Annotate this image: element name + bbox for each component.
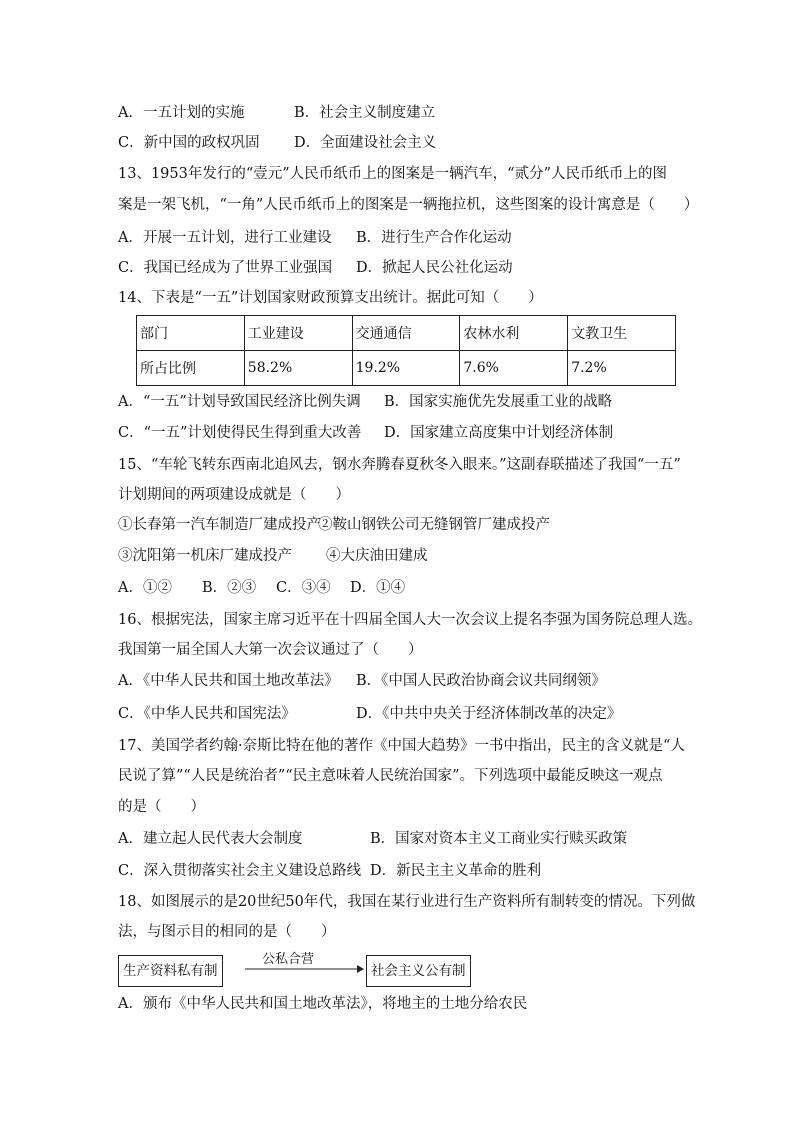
q17-option-b: B．国家对资本主义工商业实行赎买政策 [370,831,628,847]
table-header-cell: 农林水利 [460,316,568,351]
diagram-arrow-label: 公私合营 [262,952,315,967]
table-cell: 58.2% [244,351,352,386]
q13-stem-line2: 案是一架飞机，“一角”人民币纸币上的图案是一辆拖拉机，这些图案的设计寓意是（ ） [118,197,699,213]
q16-option-d: D．《中共中央关于经济体制改革的决定》 [356,706,622,722]
q16-stem-line1: 16、根据宪法，国家主席习近平在十四届全国人大一次会议上提名李强为国务院总理人选。 [118,612,702,628]
q15-stem-line1: 15、“车轮飞转东西南北追风去，钢水奔腾春夏秋冬入眼来。”这副春联描述了我国“一五” [118,457,681,473]
q12-option-d: D．全面建设社会主义 [294,135,437,151]
table-header-cell: 工业建设 [244,316,352,351]
q14-option-d: D．国家建立高度集中计划经济体制 [384,425,614,441]
table-cell: 所占比例 [137,351,245,386]
q17-stem-line1: 17、美国学者约翰·奈斯比特在他的著作《中国大趋势》一书中指出，民主的含义就是“人 [118,738,685,754]
arrow-right-icon [245,962,365,976]
q16-option-c: C．《中华人民共和国宪法》 [118,706,296,722]
q14-option-b: B．国家实施优先发展重工业的战略 [384,394,613,410]
table-cell: 7.6% [460,351,568,386]
q13-option-c: C．我国已经成为了世界工业强国 [118,260,333,276]
q15-item-2: ②鞍山钢铁公司无缝钢管厂建成投产 [318,517,550,533]
q17-option-c: C．深入贯彻落实社会主义建设总路线 [118,863,362,879]
q12-option-b: B．社会主义制度建立 [294,105,436,121]
q14-option-a: A．“一五”计划导致国民经济比例失调 [118,394,361,410]
table-header-cell: 部门 [137,316,245,351]
q15-item-3: ③沈阳第一机床厂建成投产 [118,548,292,564]
q17-option-d: D．新民主主义革命的胜利 [370,863,542,879]
q13-option-a: A．开展一五计划，进行工业建设 [118,230,332,246]
q18-stem-line2: 法，与图示目的相同的是（ ） [118,924,336,940]
q13-option-b: B．进行生产合作化运动 [356,230,512,246]
q13-stem-line1: 13、1953年发行的“壹元”人民币纸币上的图案是一辆汽车，“贰分”人民币纸币上的图 [118,166,668,182]
q18-option-a: A．颁布《中华人民共和国土地改革法》，将地主的土地分给农民 [118,996,528,1012]
q15-stem-line2: 计划期间的两项建设成就是（ ） [118,487,350,503]
table-row [137,351,676,386]
table-header-cell: 文教卫生 [568,316,676,351]
q12-option-c: C．新中国的政权巩固 [118,135,260,151]
q18-stem-line1: 18、如图展示的是20世纪50年代，我国在某行业进行生产资料所有制转变的情况。下列做 [118,894,696,910]
q17-stem-line3: 的是（ ） [118,799,205,815]
q16-option-b: B．《中国人民政治协商会议共同纲领》 [356,673,606,689]
q15-option-a: A．①② [118,580,172,596]
diagram-box-public-ownership: 社会主义公有制 [366,955,471,987]
q15-option-d: D．①④ [350,580,406,596]
q15-option-c: C．③④ [276,580,331,596]
table-cell: 19.2% [352,351,460,386]
q17-stem-line2: 民说了算”“人民是统治者”“民主意味着人民统治国家”。下列选项中最能反映这一观点 [118,768,663,784]
q16-option-a: A．《中华人民共和国土地改革法》 [118,673,339,689]
q15-item-4: ④大庆油田建成 [326,548,428,564]
table-row [137,316,676,351]
q16-stem-line2: 我国第一届全国人大第一次会议通过了（ ） [118,642,423,658]
table-header-cell: 交通通信 [352,316,460,351]
budget-table [136,315,676,386]
q13-option-d: D．掀起人民公社化运动 [356,260,513,276]
q14-stem: 14、下表是“一五”计划国家财政预算支出统计。据此可知（ ） [118,290,543,306]
q15-item-1: ①长春第一汽车制造厂建成投产 [118,517,321,533]
q17-option-a: A．建立起人民代表大会制度 [118,831,303,847]
q14-option-c: C．“一五”计划使得民生得到重大改善 [118,425,362,441]
q15-option-b: B．②③ [202,580,257,596]
q12-option-a: A．一五计划的实施 [118,105,245,121]
table-cell: 7.2% [568,351,676,386]
diagram-box-private-ownership: 生产资料私有制 [118,955,223,987]
